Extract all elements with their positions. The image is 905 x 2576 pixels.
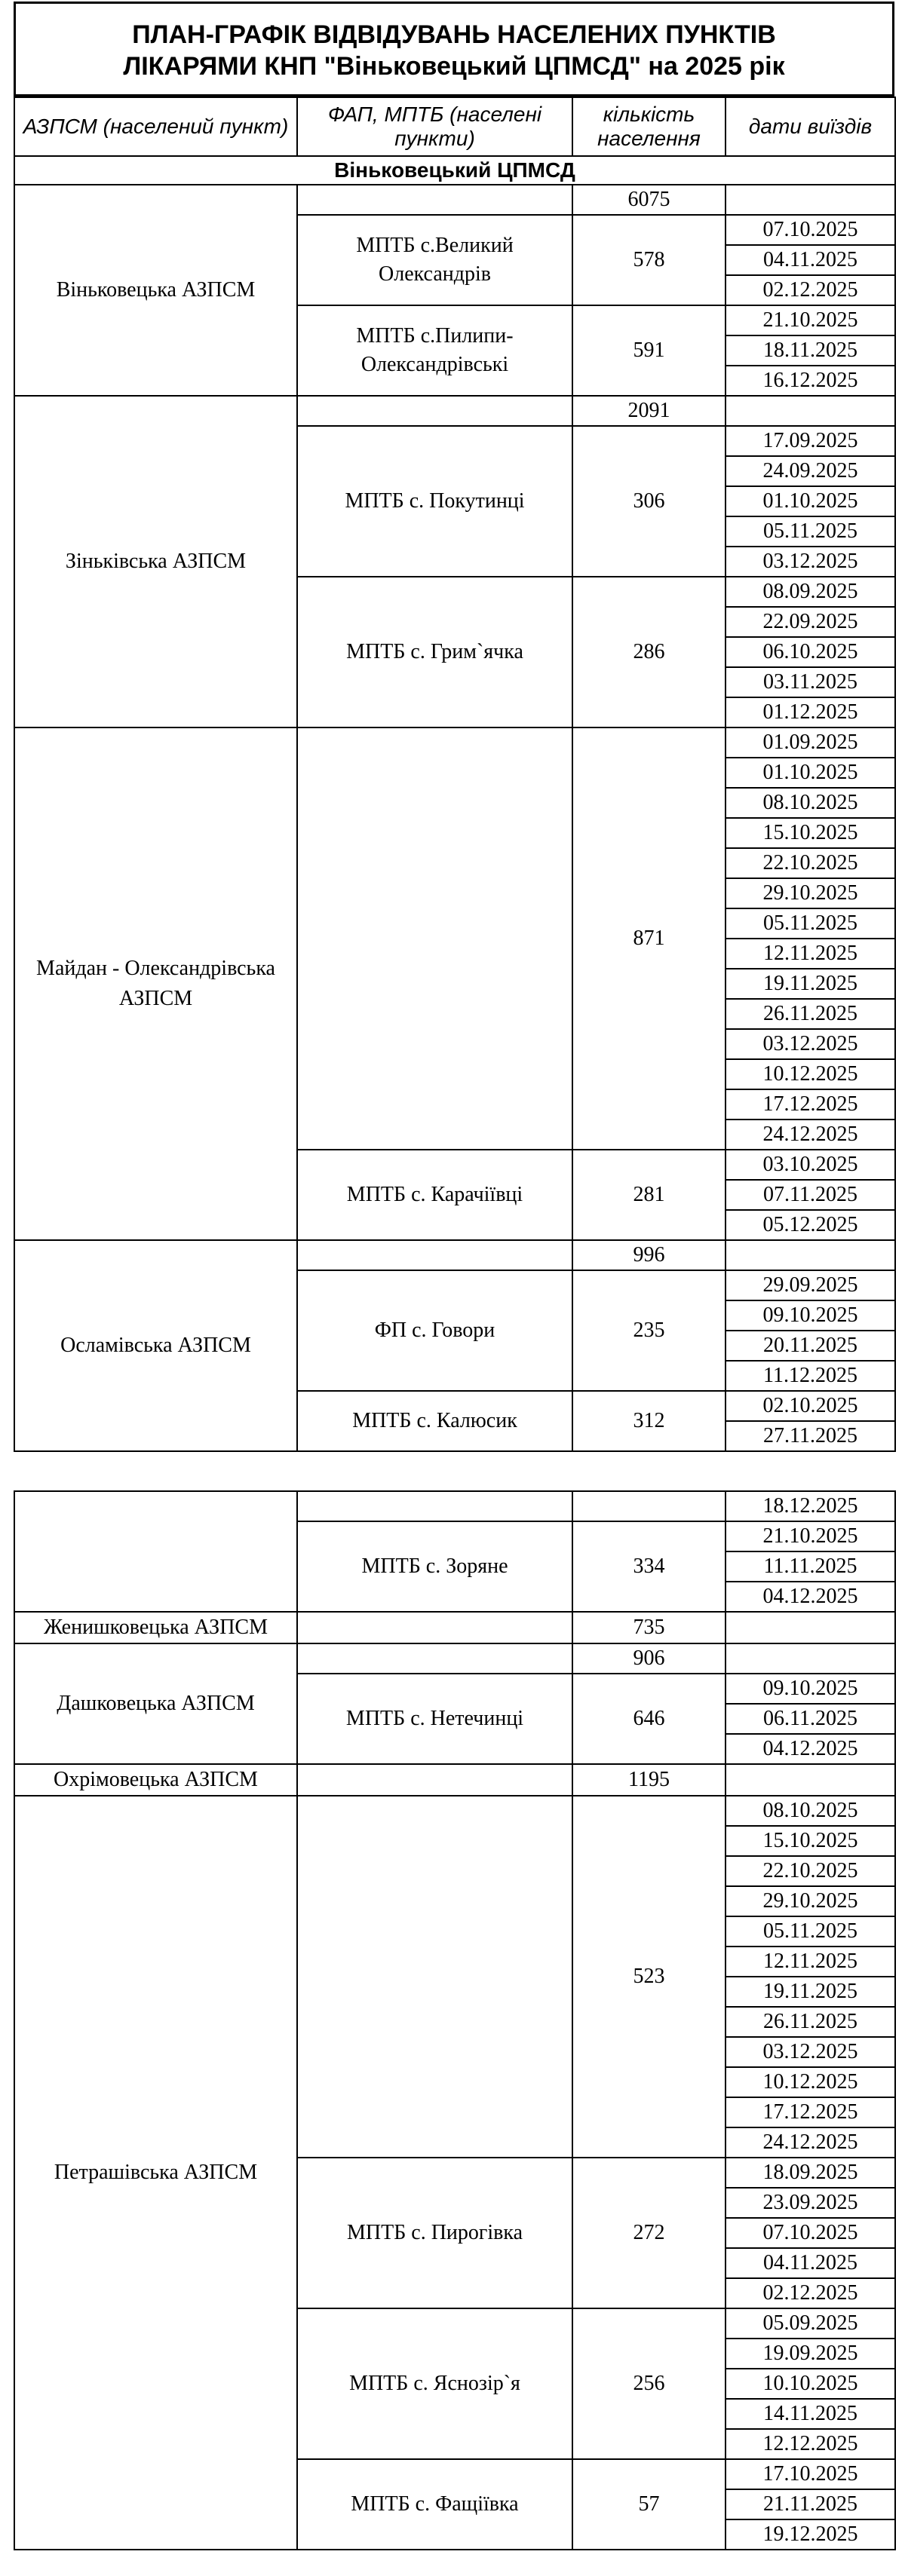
date-empty: [726, 185, 895, 215]
visit-date: 08.10.2025: [726, 1796, 895, 1826]
document-title: [14, 2, 894, 96]
population-cell: 286: [572, 577, 726, 727]
visit-date: 10.12.2025: [726, 2067, 895, 2097]
date-empty: [726, 396, 895, 426]
population-cell: 578: [572, 215, 726, 305]
visit-date: 07.10.2025: [726, 2218, 895, 2248]
table-row: [14, 1240, 895, 1270]
visit-date: 02.10.2025: [726, 1391, 895, 1421]
visit-date: 17.12.2025: [726, 2097, 895, 2127]
population-cell: 306: [572, 426, 726, 577]
visit-date: 01.12.2025: [726, 697, 895, 727]
header-population: кількість населення: [572, 97, 726, 156]
visit-date: 03.11.2025: [726, 667, 895, 697]
population-cell: 735: [572, 1612, 726, 1643]
fap-empty: [297, 1643, 572, 1674]
visit-date: 14.11.2025: [726, 2399, 895, 2429]
date-empty: [726, 1643, 895, 1674]
visit-date: 17.09.2025: [726, 426, 895, 456]
title-line-1: ПЛАН-ГРАФІК ВІДВІДУВАНЬ НАСЕЛЕНИХ ПУНКТІВ: [132, 20, 776, 49]
visit-date: 23.09.2025: [726, 2188, 895, 2218]
visit-date: 22.09.2025: [726, 607, 895, 637]
table-row: [14, 1643, 895, 1674]
date-empty: [726, 1764, 895, 1796]
visit-date: 17.10.2025: [726, 2459, 895, 2489]
date-empty: [726, 1612, 895, 1643]
visit-date: 19.11.2025: [726, 1977, 895, 2007]
visit-date: 08.09.2025: [726, 577, 895, 607]
visit-date: 12.11.2025: [726, 939, 895, 969]
azpsm-name: Женишковецька АЗПСМ: [14, 1612, 297, 1643]
visit-date: 11.11.2025: [726, 1551, 895, 1582]
visit-date: 03.12.2025: [726, 1029, 895, 1059]
visit-date: 05.11.2025: [726, 1916, 895, 1947]
table-header-row: [14, 97, 895, 156]
schedule-table-part-2: [14, 1490, 896, 2550]
population-cell: 2091: [572, 396, 726, 426]
azpsm-name: Охрімовецька АЗПСМ: [14, 1764, 297, 1796]
visit-date: 26.11.2025: [726, 999, 895, 1029]
visit-date: 15.10.2025: [726, 1826, 895, 1856]
visit-date: 09.10.2025: [726, 1674, 895, 1704]
visit-date: 01.10.2025: [726, 486, 895, 516]
table-row: [14, 1491, 895, 1521]
schedule-table-part-1: [14, 96, 896, 1452]
fap-empty: [297, 396, 572, 426]
visit-date: 07.10.2025: [726, 215, 895, 245]
visit-date: 18.09.2025: [726, 2158, 895, 2188]
visit-date: 22.10.2025: [726, 1856, 895, 1886]
visit-date: 04.12.2025: [726, 1582, 895, 1612]
population-cell: 523: [572, 1796, 726, 2158]
visit-date: 16.12.2025: [726, 366, 895, 396]
visit-date: 12.11.2025: [726, 1947, 895, 1977]
visit-date: 02.12.2025: [726, 2278, 895, 2308]
visit-date: 24.09.2025: [726, 456, 895, 486]
header-dates: дати виїздів: [726, 97, 895, 156]
visit-date: 26.11.2025: [726, 2007, 895, 2037]
visit-date: 03.12.2025: [726, 2037, 895, 2067]
visit-date: 17.12.2025: [726, 1089, 895, 1120]
population-cell: 334: [572, 1521, 726, 1612]
visit-date: 21.11.2025: [726, 2489, 895, 2519]
fap-empty: [297, 727, 572, 1150]
fap-name: МПТБ с.Великий Олександрів: [297, 215, 572, 305]
azpsm-name: Петрашівська АЗПСМ: [14, 1796, 297, 2550]
visit-date: 06.10.2025: [726, 637, 895, 667]
visit-date: 11.12.2025: [726, 1361, 895, 1391]
visit-date: 03.10.2025: [726, 1150, 895, 1180]
date-empty: [726, 1240, 895, 1270]
population-cell: 646: [572, 1674, 726, 1764]
fap-empty: [297, 1240, 572, 1270]
visit-date: 01.10.2025: [726, 758, 895, 788]
visit-date: 22.10.2025: [726, 848, 895, 878]
visit-date: 24.12.2025: [726, 2127, 895, 2158]
table-row: [14, 1764, 895, 1796]
azpsm-name: Віньковецька АЗПСМ: [14, 185, 297, 396]
azpsm-name: Майдан - Олександрівська АЗПСМ: [14, 727, 297, 1240]
azpsm-name: Дашковецька АЗПСМ: [14, 1643, 297, 1764]
fap-empty: [297, 1796, 572, 2158]
population-continuation: [572, 1491, 726, 1521]
visit-date: 05.11.2025: [726, 516, 895, 547]
visit-date: 29.10.2025: [726, 878, 895, 908]
population-cell: 906: [572, 1643, 726, 1674]
header-fap: ФАП, МПТБ (населені пункти): [297, 97, 572, 156]
table-row: [14, 1796, 895, 1826]
visit-date: 04.11.2025: [726, 2248, 895, 2278]
visit-date: 29.09.2025: [726, 1270, 895, 1300]
visit-date: 18.11.2025: [726, 335, 895, 366]
visit-date: 02.12.2025: [726, 275, 895, 305]
title-line-2: ЛІКАРЯМИ КНП "Віньковецький ЦПМСД" на 2025 рік: [123, 52, 785, 81]
fap-continuation: [297, 1491, 572, 1521]
fap-name: ФП с. Говори: [297, 1270, 572, 1391]
fap-name: МПТБ с. Покутинці: [297, 426, 572, 577]
visit-date: 06.11.2025: [726, 1704, 895, 1734]
azpsm-continuation: [14, 1491, 297, 1612]
visit-date: 10.12.2025: [726, 1059, 895, 1089]
visit-date: 27.11.2025: [726, 1421, 895, 1451]
visit-date: 08.10.2025: [726, 788, 895, 818]
population-cell: 256: [572, 2308, 726, 2459]
fap-empty: [297, 1764, 572, 1796]
fap-name: МПТБ с. Грим`ячка: [297, 577, 572, 727]
visit-date: 24.12.2025: [726, 1120, 895, 1150]
population-cell: 591: [572, 305, 726, 396]
fap-name: МПТБ с. Яснозір`я: [297, 2308, 572, 2459]
visit-date: 04.11.2025: [726, 245, 895, 275]
fap-name: МПТБ с. Нетечинці: [297, 1674, 572, 1764]
fap-name: МПТБ с. Фащіївка: [297, 2459, 572, 2550]
section-row: [14, 156, 895, 185]
population-cell: 272: [572, 2158, 726, 2308]
visit-date: 18.12.2025: [726, 1491, 895, 1521]
visit-date: 04.12.2025: [726, 1734, 895, 1764]
visit-date: 05.11.2025: [726, 908, 895, 939]
population-cell: 871: [572, 727, 726, 1150]
fap-empty: [297, 185, 572, 215]
visit-date: 21.10.2025: [726, 305, 895, 335]
table-row: [14, 727, 895, 758]
fap-name: МПТБ с.Пилипи-Олександрівські: [297, 305, 572, 396]
table-row: [14, 185, 895, 215]
visit-date: 05.12.2025: [726, 1210, 895, 1240]
azpsm-name: Зіньківська АЗПСМ: [14, 396, 297, 727]
visit-date: 15.10.2025: [726, 818, 895, 848]
population-cell: 312: [572, 1391, 726, 1451]
visit-date: 19.11.2025: [726, 969, 895, 999]
fap-name: МПТБ с. Пирогівка: [297, 2158, 572, 2308]
fap-empty: [297, 1612, 572, 1643]
fap-name: МПТБ с. Калюсик: [297, 1391, 572, 1451]
visit-date: 07.11.2025: [726, 1180, 895, 1210]
visit-date: 19.09.2025: [726, 2339, 895, 2369]
azpsm-name: Осламівська АЗПСМ: [14, 1240, 297, 1451]
visit-date: 05.09.2025: [726, 2308, 895, 2339]
visit-date: 19.12.2025: [726, 2519, 895, 2550]
table-row: [14, 396, 895, 426]
fap-name: МПТБ с. Зоряне: [297, 1521, 572, 1612]
population-cell: 6075: [572, 185, 726, 215]
table-row: [14, 1612, 895, 1643]
visit-date: 29.10.2025: [726, 1886, 895, 1916]
visit-date: 10.10.2025: [726, 2369, 895, 2399]
population-cell: 1195: [572, 1764, 726, 1796]
visit-date: 03.12.2025: [726, 547, 895, 577]
visit-date: 21.10.2025: [726, 1521, 895, 1551]
population-cell: 281: [572, 1150, 726, 1240]
population-cell: 57: [572, 2459, 726, 2550]
visit-date: 09.10.2025: [726, 1300, 895, 1331]
visit-date: 01.09.2025: [726, 727, 895, 758]
population-cell: 996: [572, 1240, 726, 1270]
visit-date: 20.11.2025: [726, 1331, 895, 1361]
header-azpsm: АЗПСМ (населений пункт): [14, 97, 297, 156]
fap-name: МПТБ с. Карачіївці: [297, 1150, 572, 1240]
section-title: Віньковецький ЦПМСД: [14, 156, 895, 185]
population-cell: 235: [572, 1270, 726, 1391]
visit-date: 12.12.2025: [726, 2429, 895, 2459]
